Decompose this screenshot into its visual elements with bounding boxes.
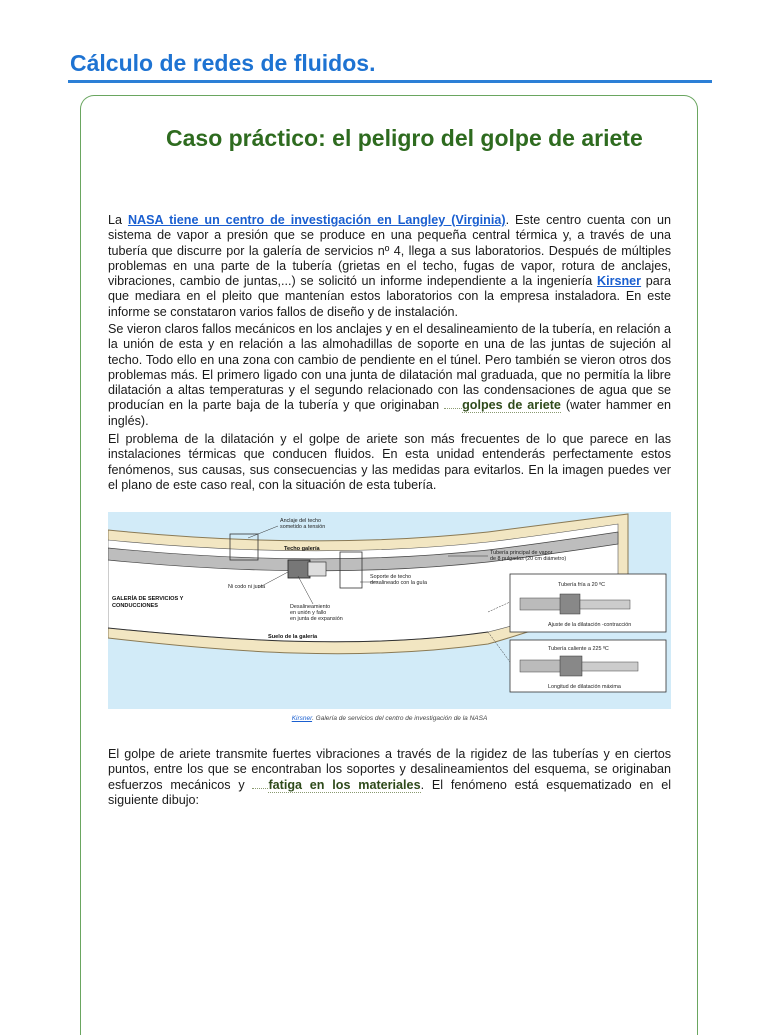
- p2-text-1: Se vieron claros fallos mecánicos en los anclajes y en el desalineamiento de la tubería, en relación a la unión de esta y en relación a las almohadillas de soporte en una de las juntas de sujeción al techo. Todo ello en una zona con cambio de pendiente en el túnel. Pero también se vieron otros dos problemas más. El primero ligado con una junta de dilatación mal graduada, que no permitía la libre dilatación a altas temperaturas y el segundo relacionado con las condensaciones de agua que se producían en la parte baja de la tubería y que originaban: [108, 322, 671, 413]
- label-misalign-3: en junta de expansión: [290, 616, 343, 622]
- case-study-title: Caso práctico: el peligro del golpe de ariete: [166, 125, 643, 151]
- paragraph-dilatation: El problema de la dilatación y el golpe de ariete son más frecuentes de lo que parece en las instalaciones térmicas que conducen fluidos. En esta unidad entenderás perfectamente estos fenómenos, sus causas, sus consecuencias y las medidas para evitarlos. En la imagen puedes ver el plano de este caso real, con la situación de esta tubería.: [108, 432, 671, 492]
- label-gallery: GALERÍA DE SERVICIOS Y: [112, 596, 184, 602]
- caption-kirsner-link[interactable]: Kirsner: [291, 715, 313, 722]
- label-hot-pipe: Tubería caliente a 225 ºC: [548, 646, 609, 652]
- label-max-expansion: Longitud de dilatación máxima: [548, 684, 621, 690]
- p4-text-1: El golpe de ariete transmite fuertes vibraciones a través de la rigidez de las tuberías y en ciertos puntos, entre los que se encontraban los soportes y desalineamientos del esquema, se originaban esfuerzos mecánicos y: [108, 747, 671, 792]
- figure-caption: [108, 715, 671, 722]
- page-header-title: Cálculo de redes de fluidos.: [70, 50, 376, 76]
- label-misalign-2: en unión y fallo: [290, 610, 327, 616]
- header-divider: [68, 80, 712, 83]
- p1-text-1: La: [108, 213, 128, 227]
- glossary-term-fatiga[interactable]: fatiga en los materiales: [268, 777, 421, 792]
- label-main-pipe-2: de 8 pulgadas (20 cm diámetro): [490, 556, 567, 562]
- label-main-pipe: Tubería principal de vapor: [490, 550, 553, 556]
- label-elbow: Ni codo ni junta: [228, 584, 266, 590]
- p4-text-2: . El fenómeno está esquematizado en el siguiente dibujo:: [108, 777, 671, 807]
- label-anchor-2: sometido a tensión: [280, 524, 326, 530]
- label-support: Soporte de techo: [370, 574, 412, 580]
- label-support-2: desalineado con la guía: [370, 580, 427, 586]
- p2-text-2: (water hammer en inglés).: [108, 398, 671, 428]
- paragraph-water-hammer: [108, 747, 671, 808]
- label-cold-pipe: Tubería fría a 20 ºC: [558, 582, 606, 588]
- label-anchor: Anclaje del techo: [280, 518, 322, 524]
- label-gallery-2: CONDUCCIONES: [112, 603, 158, 609]
- kirsner-link[interactable]: Kirsner: [596, 274, 642, 289]
- nasa-langley-link[interactable]: NASA tiene un centro de investigación en Langley (Virginia): [127, 213, 506, 227]
- pipe-gallery-diagram: [108, 512, 671, 709]
- label-floor: Suelo de la galería: [268, 634, 318, 640]
- label-contraction: Ajuste de la dilatación -contracción: [548, 622, 632, 628]
- label-misalign: Desalineamiento: [290, 604, 331, 610]
- paragraph-nasa: [108, 213, 671, 320]
- paragraph-failures: [108, 322, 671, 429]
- p1-text-3: para que mediara en el pleito que mantenían estos laboratorios con la empresa instaladora. En este informe se constataron varios fallos de diseño y de instalación.: [108, 274, 671, 319]
- caption-text: . Galería de servicios del centro de investigación de la NASA: [312, 715, 488, 722]
- glossary-term-golpes-de-ariete[interactable]: golpes de ariete: [462, 398, 561, 413]
- p1-text-2: . Este centro cuenta con un sistema de vapor a presión que se produce en una pequeña central térmica y, a través de una tubería que discurre por la galería de servicios nº 4, llega a sus laboratorios. Después de múltiples problemas en una parte de la tubería (grietas en el techo, fugas de vapor, rotura de anclajes, vibraciones, cambio de juntas,...) se solicitó un informe independiente a la ingeniería: [108, 213, 671, 289]
- label-ceiling: Techo galería: [284, 546, 320, 552]
